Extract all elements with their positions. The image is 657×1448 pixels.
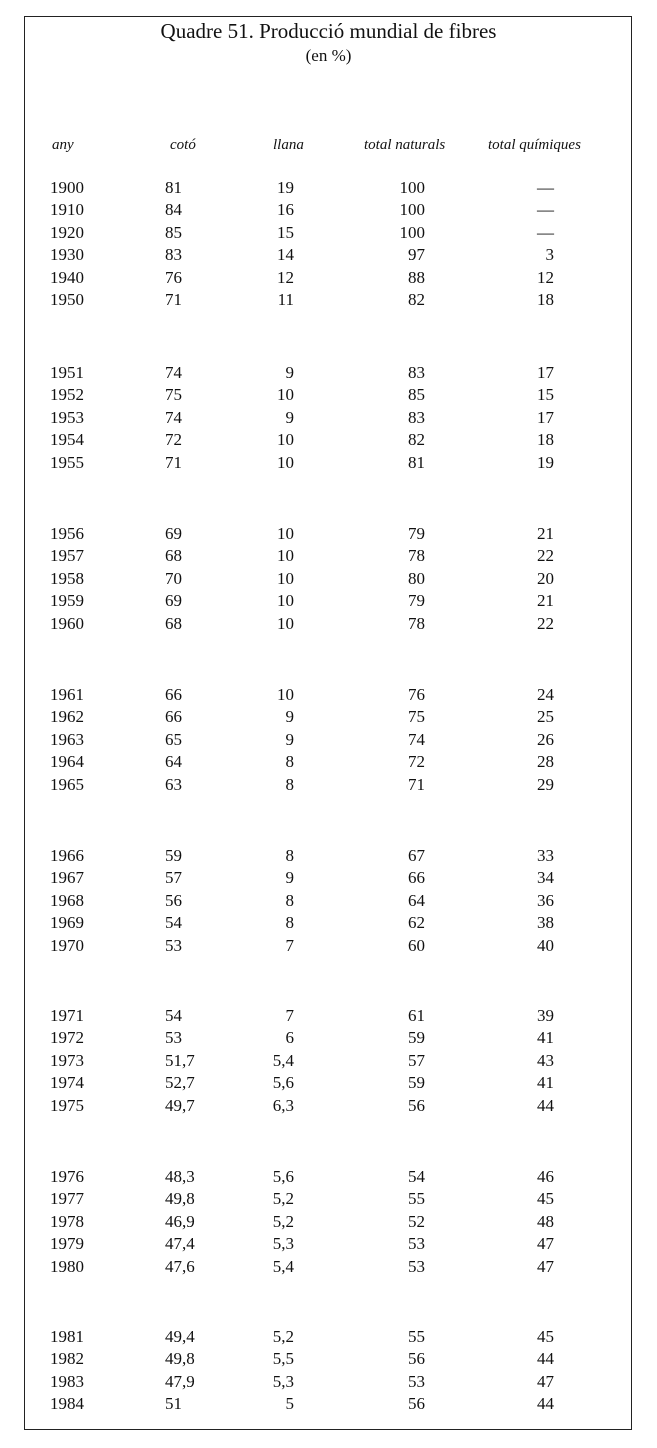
coto-cell: 53	[165, 935, 182, 955]
total-naturals-cell: 82	[408, 430, 425, 450]
coto-cell: 65	[165, 729, 182, 749]
year-cell: 1960	[50, 613, 84, 633]
coto-cell: 64	[165, 752, 182, 772]
coto-cell: 66	[165, 707, 182, 727]
total-quimiques-cell: 47	[537, 1234, 554, 1254]
total-naturals-cell: 61	[408, 1006, 425, 1025]
total-quimiques-cell: 21	[537, 524, 554, 543]
llana-cell: 5,6	[272, 1167, 294, 1186]
year-cell: 1950	[50, 290, 84, 309]
year-cell: 1963	[50, 729, 84, 749]
llana-cell: 9	[285, 363, 294, 382]
coto-cell: 57	[165, 868, 182, 888]
year-cell: 1952	[50, 385, 84, 405]
total-naturals-cell: 97	[408, 245, 425, 265]
coto-cell: 83	[165, 245, 182, 265]
total-naturals-cell: 79	[408, 591, 425, 611]
total-quimiques-cell: 20	[537, 568, 554, 588]
total-naturals-cell: 74	[408, 729, 425, 749]
year-cell: 1972	[50, 1028, 84, 1048]
total-naturals-cell: 100	[399, 200, 425, 220]
llana-cell: 8	[285, 890, 294, 910]
coto-cell: 66	[165, 685, 182, 704]
total-quimiques-cell: 19	[537, 452, 554, 472]
year-cell: 1964	[50, 752, 84, 772]
coto-cell: 74	[165, 363, 182, 382]
llana-cell: 9	[285, 868, 294, 888]
year-cell: 1940	[50, 267, 84, 287]
total-naturals-cell: 54	[408, 1167, 425, 1186]
year-cell: 1983	[50, 1371, 84, 1391]
coto-cell: 74	[165, 407, 182, 427]
year-cell: 1961	[50, 685, 84, 704]
coto-cell: 75	[165, 385, 182, 405]
llana-cell: 8	[285, 913, 294, 933]
coto-cell: 49,4	[165, 1327, 195, 1346]
total-naturals-cell: 57	[408, 1050, 425, 1070]
year-cell: 1973	[50, 1050, 84, 1070]
llana-cell: 9	[285, 729, 294, 749]
total-naturals-cell: 82	[408, 290, 425, 309]
total-naturals-cell: 71	[408, 774, 425, 794]
coto-cell: 47,6	[165, 1256, 195, 1276]
llana-cell: 10	[277, 524, 294, 543]
total-quimiques-cell: 41	[537, 1073, 554, 1093]
llana-cell: 10	[277, 568, 294, 588]
llana-cell: 8	[285, 774, 294, 794]
coto-cell: 76	[165, 267, 182, 287]
total-naturals-cell: 66	[408, 868, 425, 888]
total-naturals-cell: 80	[408, 568, 425, 588]
header-total-quimiques: total químiques	[488, 137, 581, 153]
llana-cell: 5,2	[272, 1189, 294, 1209]
total-quimiques-cell: —	[537, 178, 554, 197]
coto-cell: 63	[165, 774, 182, 794]
total-quimiques-cell: —	[537, 222, 554, 242]
llana-cell: 6	[285, 1028, 294, 1048]
year-cell: 1951	[50, 363, 84, 382]
year-cell: 1984	[50, 1394, 84, 1414]
coto-cell: 49,8	[165, 1349, 195, 1369]
year-cell: 1965	[50, 774, 84, 794]
coto-cell: 53	[165, 1028, 182, 1048]
coto-cell: 59	[165, 846, 182, 865]
year-cell: 1974	[50, 1073, 84, 1093]
total-quimiques-cell: —	[537, 200, 554, 220]
coto-cell: 68	[165, 546, 182, 566]
coto-cell: 47,9	[165, 1371, 195, 1391]
year-cell: 1954	[50, 430, 84, 450]
total-quimiques-cell: 44	[537, 1394, 554, 1414]
llana-cell: 12	[277, 267, 294, 287]
total-quimiques-cell: 18	[537, 290, 554, 309]
total-quimiques-cell: 41	[537, 1028, 554, 1048]
llana-cell: 16	[277, 200, 294, 220]
coto-cell: 72	[165, 430, 182, 450]
year-cell: 1966	[50, 846, 84, 865]
total-quimiques-cell: 17	[537, 407, 554, 427]
llana-cell: 10	[277, 430, 294, 450]
coto-cell: 69	[165, 524, 182, 543]
total-naturals-cell: 56	[408, 1095, 425, 1115]
total-naturals-cell: 83	[408, 363, 425, 382]
total-quimiques-cell: 47	[537, 1371, 554, 1391]
year-cell: 1953	[50, 407, 84, 427]
year-cell: 1930	[50, 245, 84, 265]
total-naturals-cell: 64	[408, 890, 425, 910]
total-naturals-cell: 55	[408, 1189, 425, 1209]
total-quimiques-cell: 48	[537, 1211, 554, 1231]
coto-cell: 54	[165, 1006, 182, 1025]
total-quimiques-cell: 43	[537, 1050, 554, 1070]
total-naturals-cell: 100	[399, 222, 425, 242]
year-cell: 1980	[50, 1256, 84, 1276]
total-naturals-cell: 79	[408, 524, 425, 543]
llana-cell: 10	[277, 613, 294, 633]
total-quimiques-cell: 24	[537, 685, 554, 704]
total-quimiques-cell: 18	[537, 430, 554, 450]
total-naturals-cell: 85	[408, 385, 425, 405]
total-quimiques-cell: 33	[537, 846, 554, 865]
total-naturals-cell: 55	[408, 1327, 425, 1346]
llana-cell: 15	[277, 222, 294, 242]
coto-cell: 51,7	[165, 1050, 195, 1070]
total-quimiques-cell: 45	[537, 1189, 554, 1209]
total-quimiques-cell: 25	[537, 707, 554, 727]
llana-cell: 5,5	[272, 1349, 294, 1369]
coto-cell: 49,7	[165, 1095, 195, 1115]
total-naturals-cell: 100	[399, 178, 425, 197]
coto-cell: 46,9	[165, 1211, 195, 1231]
llana-cell: 10	[277, 452, 294, 472]
year-cell: 1975	[50, 1095, 84, 1115]
llana-cell: 9	[285, 407, 294, 427]
total-quimiques-cell: 22	[537, 546, 554, 566]
llana-cell: 5,6	[272, 1073, 294, 1093]
total-quimiques-cell: 17	[537, 363, 554, 382]
llana-cell: 9	[285, 707, 294, 727]
total-naturals-cell: 76	[408, 685, 425, 704]
total-naturals-cell: 52	[408, 1211, 425, 1231]
coto-cell: 52,7	[165, 1073, 195, 1093]
total-naturals-cell: 53	[408, 1371, 425, 1391]
llana-cell: 5,4	[272, 1256, 294, 1276]
coto-cell: 56	[165, 890, 182, 910]
total-quimiques-cell: 44	[537, 1095, 554, 1115]
total-naturals-cell: 53	[408, 1256, 425, 1276]
coto-cell: 85	[165, 222, 182, 242]
total-quimiques-cell: 40	[537, 935, 554, 955]
header-total-naturals: total naturals	[364, 137, 446, 153]
year-cell: 1981	[50, 1327, 84, 1346]
llana-cell: 5,3	[272, 1234, 294, 1254]
year-cell: 1978	[50, 1211, 84, 1231]
year-cell: 1910	[50, 200, 84, 220]
llana-cell: 8	[285, 846, 294, 865]
total-quimiques-cell: 39	[537, 1006, 554, 1025]
total-quimiques-cell: 22	[537, 613, 554, 633]
table-subtitle: (en %)	[305, 46, 352, 65]
year-cell: 1982	[50, 1349, 84, 1369]
coto-cell: 54	[165, 913, 182, 933]
total-naturals-cell: 60	[408, 935, 425, 955]
year-cell: 1959	[50, 591, 84, 611]
total-quimiques-cell: 47	[537, 1256, 554, 1276]
total-quimiques-cell: 26	[537, 729, 554, 749]
total-naturals-cell: 88	[408, 267, 425, 287]
llana-cell: 14	[277, 245, 294, 265]
llana-cell: 5,2	[272, 1211, 294, 1231]
header-any: any	[52, 137, 74, 153]
llana-cell: 8	[285, 752, 294, 772]
year-cell: 1967	[50, 868, 84, 888]
total-quimiques-cell: 34	[537, 868, 554, 888]
total-naturals-cell: 62	[408, 913, 425, 933]
coto-cell: 68	[165, 613, 182, 633]
year-cell: 1962	[50, 707, 84, 727]
llana-cell: 7	[285, 935, 294, 955]
coto-cell: 71	[165, 452, 182, 472]
total-quimiques-cell: 21	[537, 591, 554, 611]
llana-cell: 10	[277, 385, 294, 405]
header-coto: cotó	[170, 137, 196, 153]
total-naturals-cell: 56	[408, 1349, 425, 1369]
coto-cell: 48,3	[165, 1167, 195, 1186]
llana-cell: 10	[277, 591, 294, 611]
year-cell: 1920	[50, 222, 84, 242]
total-quimiques-cell: 3	[545, 245, 554, 265]
llana-cell: 10	[277, 685, 294, 704]
total-naturals-cell: 78	[408, 613, 425, 633]
total-quimiques-cell: 36	[537, 890, 554, 910]
coto-cell: 51	[165, 1394, 182, 1414]
llana-cell: 5,4	[272, 1050, 294, 1070]
total-naturals-cell: 72	[408, 752, 425, 772]
year-cell: 1958	[50, 568, 84, 588]
year-cell: 1977	[50, 1189, 84, 1209]
total-quimiques-cell: 15	[537, 385, 554, 405]
year-cell: 1957	[50, 546, 84, 566]
total-naturals-cell: 59	[408, 1073, 425, 1093]
llana-cell: 5,2	[272, 1327, 294, 1346]
year-cell: 1955	[50, 452, 84, 472]
year-cell: 1976	[50, 1167, 84, 1186]
total-quimiques-cell: 12	[537, 267, 554, 287]
year-cell: 1956	[50, 524, 84, 543]
year-cell: 1968	[50, 890, 84, 910]
total-naturals-cell: 83	[408, 407, 425, 427]
coto-cell: 84	[165, 200, 182, 220]
coto-cell: 69	[165, 591, 182, 611]
year-cell: 1969	[50, 913, 84, 933]
total-naturals-cell: 75	[408, 707, 425, 727]
year-cell: 1979	[50, 1234, 84, 1254]
total-quimiques-cell: 45	[537, 1327, 554, 1346]
year-cell: 1900	[50, 178, 84, 197]
header-llana: llana	[273, 137, 304, 153]
total-naturals-cell: 81	[408, 452, 425, 472]
year-cell: 1971	[50, 1006, 84, 1025]
total-naturals-cell: 78	[408, 546, 425, 566]
total-naturals-cell: 53	[408, 1234, 425, 1254]
llana-cell: 10	[277, 546, 294, 566]
llana-cell: 11	[277, 290, 294, 309]
total-naturals-cell: 59	[408, 1028, 425, 1048]
total-naturals-cell: 56	[408, 1394, 425, 1414]
year-cell: 1970	[50, 935, 84, 955]
llana-cell: 7	[285, 1006, 294, 1025]
coto-cell: 81	[165, 178, 182, 197]
total-quimiques-cell: 38	[537, 913, 554, 933]
total-quimiques-cell: 28	[537, 752, 554, 772]
total-quimiques-cell: 29	[537, 774, 554, 794]
coto-cell: 70	[165, 568, 182, 588]
coto-cell: 49,8	[165, 1189, 195, 1209]
coto-cell: 47,4	[165, 1234, 195, 1254]
coto-cell: 71	[165, 290, 182, 309]
total-quimiques-cell: 46	[537, 1167, 554, 1186]
llana-cell: 5,3	[272, 1371, 294, 1391]
table-title: Quadre 51. Producció mundial de fibres	[160, 19, 497, 43]
total-naturals-cell: 67	[408, 846, 425, 865]
llana-cell: 6,3	[272, 1095, 294, 1115]
llana-cell: 19	[277, 178, 294, 197]
llana-cell: 5	[285, 1394, 294, 1414]
total-quimiques-cell: 44	[537, 1349, 554, 1369]
